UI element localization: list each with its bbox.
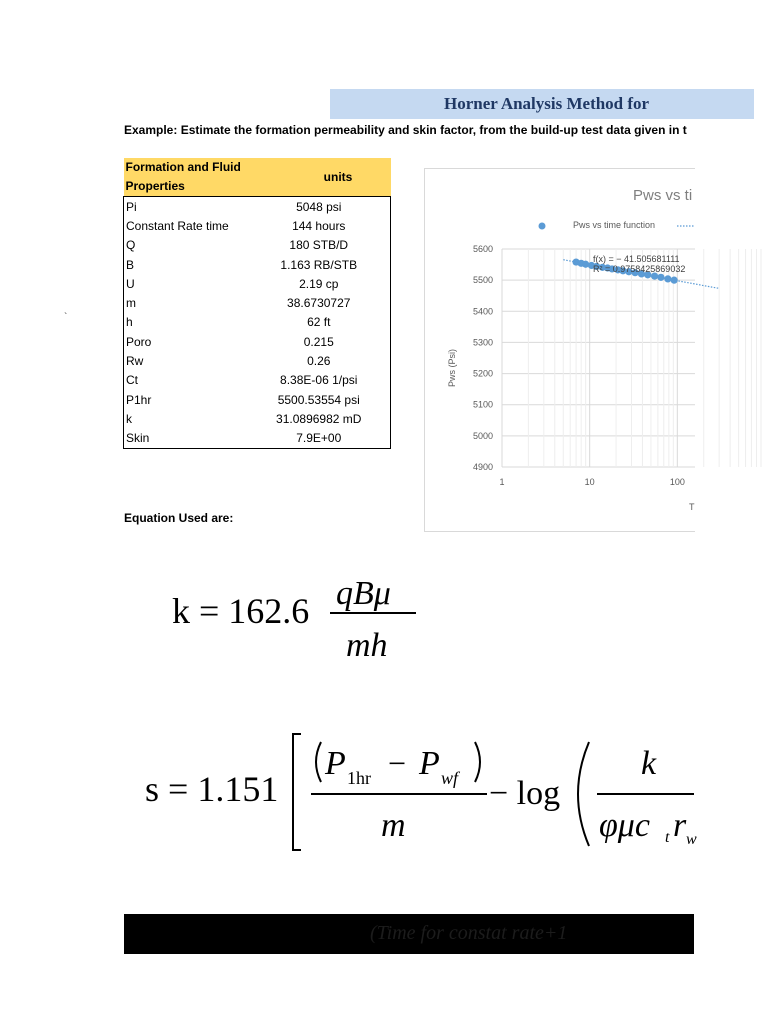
data-point — [657, 274, 664, 281]
header-name: Formation and Fluid Properties — [124, 158, 248, 197]
formula2-paren-right — [475, 742, 480, 782]
property-name: h — [126, 315, 133, 330]
property-name: m — [126, 296, 136, 311]
property-name: Pi — [126, 199, 137, 214]
x-tick-label: 1 — [499, 477, 505, 487]
chart-title: Pws vs ti — [633, 187, 693, 204]
page-title: Horner Analysis Method for — [444, 94, 650, 113]
property-value: 8.38E-06 1/psi — [280, 373, 358, 388]
table-row — [124, 313, 391, 332]
y-tick-label: 5100 — [472, 399, 493, 410]
property-value: 7.9E+00 — [296, 431, 342, 446]
formula2-p2: P — [419, 745, 440, 782]
property-value: 144 hours — [292, 218, 346, 233]
y-tick-label: 5600 — [472, 244, 493, 254]
trendline-r2: R² = 0.9758425869032 — [593, 264, 686, 274]
property-name: Ct — [126, 373, 138, 388]
table-row — [124, 274, 391, 293]
properties-table — [123, 158, 391, 449]
formula2-p2-sub: wf — [441, 768, 459, 788]
x-tick-label: 10 — [584, 477, 595, 487]
formula2-p1-sub: 1hr — [347, 768, 371, 788]
data-point — [664, 275, 671, 282]
trendline-equation: f(x) = − 41.505681111 — [593, 254, 680, 264]
formula2-k: k — [641, 745, 657, 782]
property-value: 2.19 cp — [299, 276, 339, 291]
equation-used-label: Equation Used are: — [124, 511, 234, 525]
legend-label: Pws vs time function — [573, 220, 656, 230]
property-name: Poro — [126, 334, 152, 349]
formula2-left-bracket — [293, 734, 301, 850]
property-value: 180 STB/D — [289, 238, 349, 253]
property-name: Constant Rate time — [126, 218, 229, 233]
y-tick-label: 5500 — [472, 275, 493, 286]
x-tick-label: 100 — [669, 477, 685, 487]
table-row — [124, 390, 391, 409]
stray-mark: ` — [64, 312, 68, 323]
formula2-den2-sub: t — [665, 829, 670, 846]
x-axis-label: T — [689, 502, 695, 512]
y-tick-label: 4900 — [472, 462, 493, 472]
property-name: Q — [126, 238, 136, 253]
formula2-rw: r — [673, 807, 687, 844]
table-row — [124, 197, 391, 217]
table-row — [124, 255, 391, 274]
table-row — [124, 371, 391, 390]
permeability-formula — [170, 568, 430, 668]
table-header-row — [124, 158, 391, 197]
table-row — [124, 236, 391, 255]
formula2-paren-left — [316, 742, 321, 782]
property-name: B — [126, 257, 135, 272]
property-value: 5500.53554 psi — [277, 392, 360, 407]
chart-panel[interactable] — [424, 168, 695, 532]
example-text: Example: Estimate the formation permeability and skin factor, from the build-up test data given in t — [124, 123, 687, 137]
y-tick-label: 5200 — [472, 368, 493, 379]
data-point — [671, 277, 678, 284]
property-name: P1hr — [126, 392, 152, 407]
header-units: units — [248, 158, 391, 197]
table-row — [124, 429, 391, 449]
y-tick-label: 5000 — [472, 430, 493, 441]
property-name: k — [126, 411, 132, 426]
property-name: Skin — [126, 431, 150, 446]
property-value: 0.26 — [307, 354, 331, 369]
table-row — [124, 409, 391, 428]
formula2-lhs: s = 1.151 — [145, 769, 279, 809]
formula2-log-paren — [578, 742, 589, 846]
y-tick-label: 5300 — [472, 337, 493, 348]
formula1-numerator: qBμ — [336, 575, 391, 612]
legend-marker — [539, 223, 546, 230]
chart-grid — [502, 249, 761, 467]
formula1-denominator: mh — [346, 627, 388, 664]
formula2-minus: − — [388, 745, 407, 781]
property-value: 0.215 — [303, 334, 334, 349]
skin-formula — [145, 728, 697, 858]
title-bar — [330, 89, 754, 119]
y-axis-label: Pws (Psi) — [447, 349, 457, 387]
property-value: 31.0896982 mD — [276, 411, 362, 426]
property-name: U — [126, 276, 135, 291]
formula2-denominator: m — [381, 807, 406, 844]
black-formula-band — [124, 914, 694, 954]
chart-svg — [425, 169, 695, 531]
y-tick-label: 5400 — [472, 306, 493, 317]
property-value: 62 ft — [307, 315, 331, 330]
table-body — [124, 197, 391, 449]
formula2-den2: φμc — [599, 807, 650, 844]
property-value: 5048 psi — [296, 199, 342, 214]
formula2-rw-sub: w — [686, 831, 697, 848]
table-row — [124, 332, 391, 351]
table-row — [124, 351, 391, 370]
property-name: Rw — [126, 354, 144, 369]
table-row — [124, 216, 391, 235]
formula2-p1: P — [325, 745, 346, 782]
formula1-lhs: k = 162.6 — [172, 591, 310, 631]
table-row — [124, 293, 391, 312]
black-band-text: (Time for constat rate+1 — [370, 922, 568, 944]
property-value: 38.6730727 — [287, 296, 351, 311]
formula2-log: − log — [489, 775, 561, 812]
property-value: 1.163 RB/STB — [280, 257, 358, 272]
